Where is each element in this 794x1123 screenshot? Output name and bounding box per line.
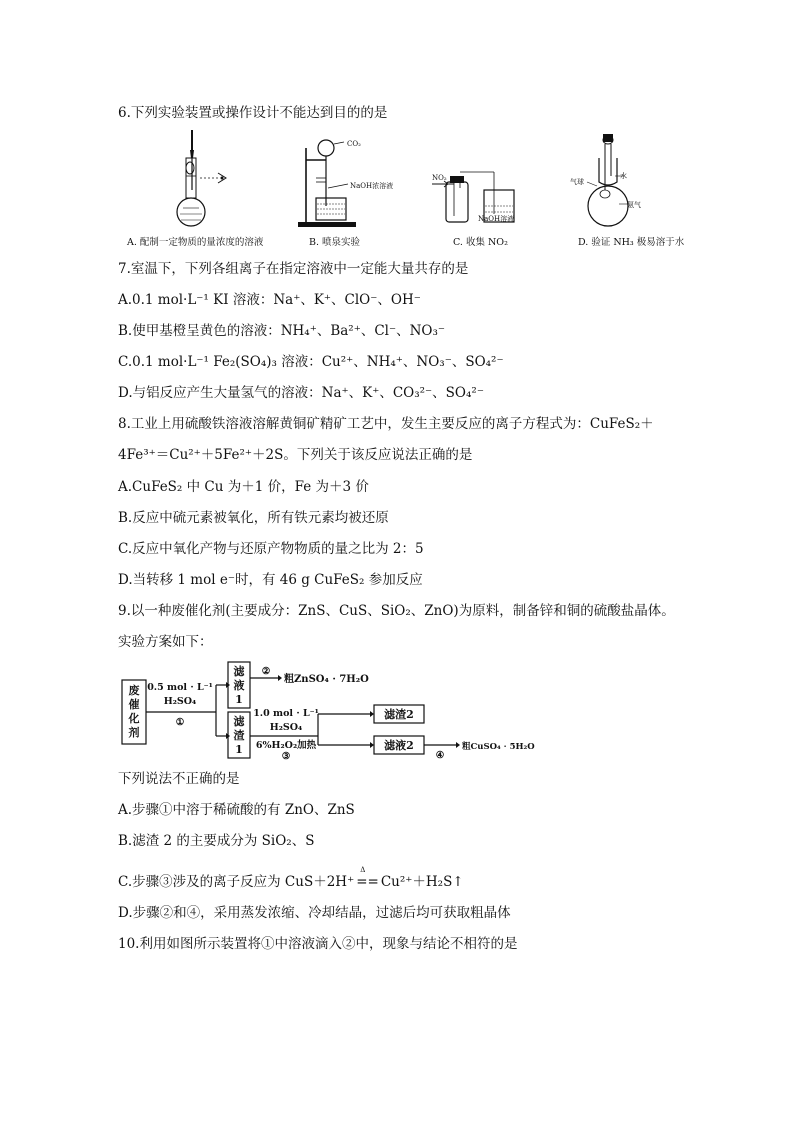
- q10-stem: 10.利用如图所示装置将①中溶液滴入②中，现象与结论不相符的是: [118, 936, 518, 952]
- figure-c-label-solution: NaOH溶液: [478, 215, 515, 223]
- q8-stem-line2: 4Fe³⁺＝Cu²⁺＋5Fe²⁺＋2S。下列关于该反应说法正确的是: [118, 447, 473, 463]
- q7-stem: 7.室温下，下列各组离子在指定溶液中一定能大量共存的是: [118, 261, 469, 277]
- q9-process-flowchart: [118, 660, 535, 762]
- q6-stem: 6.下列实验装置或操作设计不能达到目的的是: [118, 105, 388, 121]
- flow-product-copper-sulfate: 粗CuSO₄ · 5H₂O: [462, 742, 535, 752]
- q8-option-b: B.反应中硫元素被氧化，所有铁元素均被还原: [118, 510, 389, 526]
- q7-option-c: C.0.1 mol·L⁻¹ Fe₂(SO₄)₃ 溶液：Cu²⁺、NH₄⁺、NO₃⁻、SO₄²⁻: [118, 354, 504, 370]
- figure-d-label-balloon: 气球: [570, 178, 584, 186]
- flow-filtrate2-label: 滤液2: [384, 739, 414, 752]
- figure-d-label-water: 水: [620, 172, 627, 180]
- figure-d-ammonia-flask: [575, 130, 655, 230]
- figure-d-caption: D. 验证 NH₃ 极易溶于水: [578, 237, 685, 248]
- flow-acid1-concentration: 0.5 mol · L⁻¹: [147, 682, 213, 693]
- figure-a-volumetric-flask: [170, 128, 265, 228]
- q8-option-a: A.CuFeS₂ 中 Cu 为＋1 价，Fe 为＋3 价: [118, 479, 369, 495]
- figure-d-label-ammonia: 氨气: [627, 201, 641, 209]
- q7-option-d: D.与铝反应产生大量氢气的溶液：Na⁺、K⁺、CO₃²⁻、SO₄²⁻: [118, 385, 484, 401]
- q9-option-c-arrow: [356, 866, 379, 891]
- figure-c-label-gas: NO₂: [432, 174, 447, 182]
- flow-acid2-name: H₂SO₄: [269, 722, 303, 733]
- flow-residue2-label: 滤渣2: [384, 708, 414, 721]
- q9-option-a: A.步骤①中溶于稀硫酸的有 ZnO、ZnS: [118, 802, 355, 818]
- q7-option-a: A.0.1 mol·L⁻¹ KI 溶液：Na⁺、K⁺、ClO⁻、OH⁻: [118, 292, 421, 308]
- q8-option-c: C.反应中氧化产物与还原产物物质的量之比为 2：5: [118, 541, 424, 557]
- flow-start-char-4: 剂: [128, 726, 140, 739]
- q9-option-d: D.步骤②和④，采用蒸发浓缩、冷却结晶，过滤后均可获取粗晶体: [118, 905, 511, 921]
- flow-acid1-name: H₂SO₄: [163, 696, 197, 707]
- q9-option-c-equals: ==: [356, 874, 379, 890]
- q8-option-d: D.当转移 1 mol e⁻时，有 46 g CuFeS₂ 参加反应: [118, 572, 423, 588]
- figure-b-label-gas: CO₂: [347, 140, 361, 148]
- q9-option-b: B.滤渣 2 的主要成分为 SiO₂、S: [118, 833, 315, 849]
- flow-step2-marker: ②: [261, 666, 271, 677]
- figure-b-label-solution: NaOH浓溶液: [350, 182, 394, 190]
- flow-start-char-2: 催: [128, 698, 140, 711]
- figure-c-caption: C. 收集 NO₂: [453, 237, 508, 248]
- flow-product-zinc-sulfate: 粗ZnSO₄ · 7H₂O: [284, 674, 369, 685]
- figure-b-caption: B. 喷泉实验: [309, 237, 361, 248]
- q9-option-c-condition: Δ: [360, 866, 366, 874]
- flow-residue1-char-3: 1: [235, 743, 243, 756]
- flow-oxidant-condition: 6%H₂O₂加热: [255, 740, 317, 751]
- flow-residue1-char-1: 滤: [233, 715, 245, 728]
- q9-option-c-reactants: C.步骤③涉及的离子反应为 CuS＋2H⁺: [118, 874, 355, 890]
- flow-filtrate1-char-2: 液: [233, 679, 245, 692]
- q9-option-c-products: Cu²⁺＋H₂S↑: [380, 874, 464, 890]
- flow-step1-marker: ①: [175, 717, 185, 728]
- figure-a-caption: A. 配制一定物质的量浓度的溶液: [127, 237, 264, 248]
- q9-stem-line2: 实验方案如下：: [118, 634, 213, 650]
- flow-filtrate1-char-3: 1: [235, 693, 243, 706]
- q7-option-b: B.使甲基橙呈黄色的溶液：NH₄⁺、Ba²⁺、Cl⁻、NO₃⁻: [118, 323, 446, 339]
- flow-step3-marker: ③: [281, 751, 291, 762]
- q9-question-prompt: 下列说法不正确的是: [118, 771, 240, 787]
- flow-start-char-3: 化: [128, 712, 140, 725]
- flow-step4-marker: ④: [435, 750, 445, 761]
- q9-option-c: [118, 866, 464, 891]
- flow-start-char-1: 废: [128, 684, 140, 697]
- flow-residue1-char-2: 渣: [233, 729, 245, 742]
- q8-stem-line1: 8.工业上用硫酸铁溶液溶解黄铜矿精矿工艺中，发生主要反应的离子方程式为：CuFeS₂＋: [118, 416, 654, 432]
- q9-stem-line1: 9.以一种废催化剂(主要成分：ZnS、CuS、SiO₂、ZnO)为原料，制备锌和铜的硫酸盐晶体。: [118, 603, 675, 619]
- flow-acid2-concentration: 1.0 mol · L⁻¹: [253, 708, 319, 719]
- flow-filtrate1-char-1: 滤: [233, 665, 245, 678]
